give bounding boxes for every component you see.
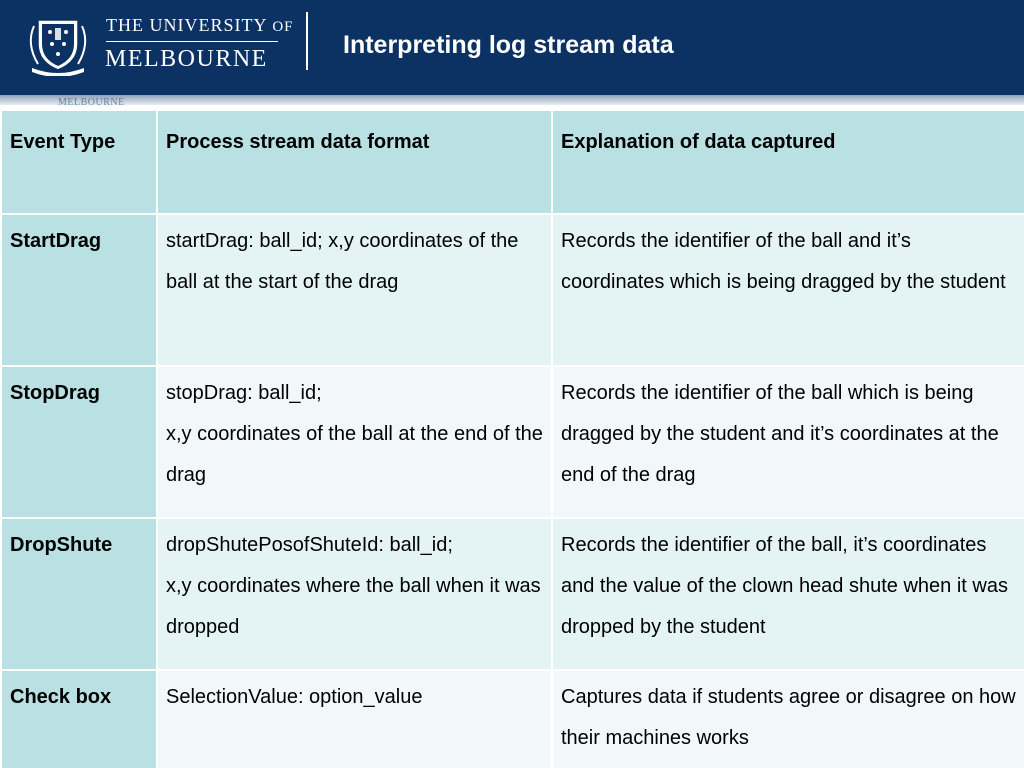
table-header-row — [1, 110, 1024, 214]
format-line: startDrag: ball_id; x,y coordinates of the ball at the start of the drag — [166, 230, 519, 293]
explanation-cell — [552, 518, 1024, 670]
university-name-pre: THE UNIVERSITY — [106, 15, 267, 35]
event-type-cell: StopDrag — [1, 366, 157, 518]
explanation-cell — [552, 366, 1024, 518]
explanation-line: Records the identifier of the ball which is being dragged by the student and it’s coordinates at the end of the drag — [561, 382, 999, 486]
explanation-cell — [552, 670, 1024, 768]
format-line: x,y coordinates of the ball at the end of the drag — [166, 423, 543, 486]
format-cell — [157, 214, 552, 366]
slide-title: Interpreting log stream data — [343, 31, 674, 59]
header-band — [0, 0, 1024, 95]
table-row — [1, 670, 1024, 768]
explanation-cell — [552, 214, 1024, 366]
format-line: x,y coordinates where the ball when it was dropped — [166, 575, 541, 638]
event-type-cell: DropShute — [1, 518, 157, 670]
university-name-of: OF — [272, 19, 294, 35]
format-cell — [157, 518, 552, 670]
format-line: dropShutePosofShuteId: ball_id; — [166, 534, 453, 556]
table-row — [1, 366, 1024, 518]
header-explanation: Explanation of data captured — [552, 110, 1024, 214]
university-name-rule — [106, 41, 278, 42]
ghost-watermark-text: MELBOURNE — [58, 97, 125, 108]
event-type-cell: StartDrag — [1, 214, 157, 366]
header-process-stream-format: Process stream data format — [157, 110, 552, 214]
format-cell — [157, 670, 552, 768]
explanation-line: Records the identifier of the ball, it’s coordinates and the value of the clown head shute when it was dropped by the student — [561, 534, 1008, 638]
format-line: stopDrag: ball_id; — [166, 382, 322, 404]
header-shadow — [0, 95, 1024, 105]
explanation-line: Records the identifier of the ball and it’s coordinates which is being dragged by the student — [561, 230, 1006, 293]
log-stream-table — [0, 109, 1024, 768]
table-row — [1, 518, 1024, 670]
format-line: SelectionValue: option_value — [166, 686, 423, 708]
university-crest-icon — [22, 14, 94, 76]
university-name-line2: MELBOURNE — [105, 46, 268, 72]
table-row — [1, 214, 1024, 366]
event-type-cell: Check box — [1, 670, 157, 768]
header-event-type: Event Type — [1, 110, 157, 214]
format-cell — [157, 366, 552, 518]
university-name-line1 — [106, 15, 294, 36]
header-divider — [306, 12, 308, 70]
explanation-line: Captures data if students agree or disagree on how their machines works — [561, 686, 1016, 749]
